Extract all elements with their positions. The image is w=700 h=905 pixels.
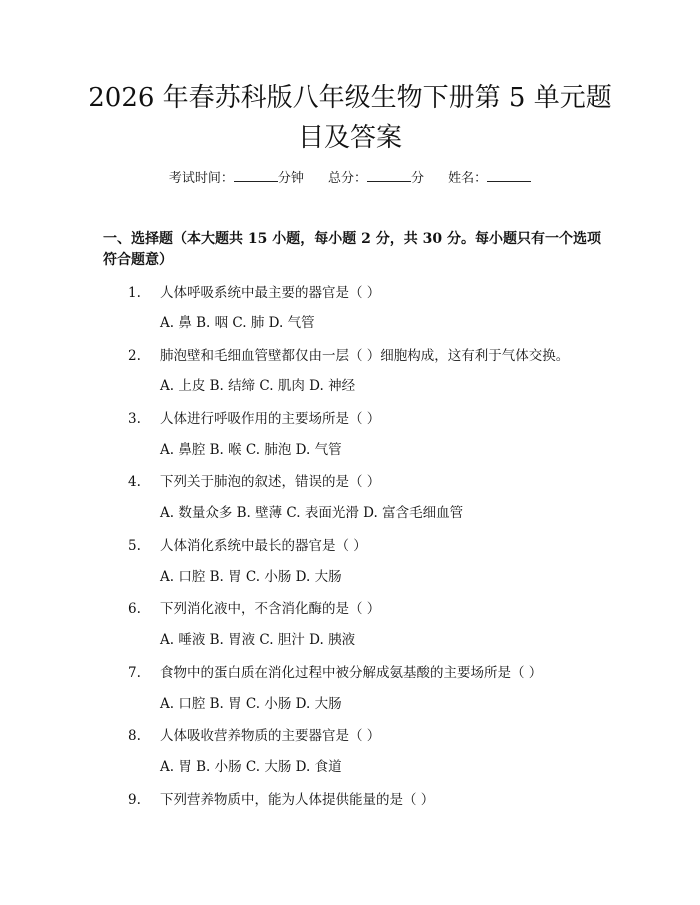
question-1 [128, 284, 608, 302]
question-3-options: A. 鼻腔 B. 喉 C. 肺泡 D. 气管 [160, 442, 342, 458]
exam-score [328, 169, 424, 188]
score-unit: 分 [411, 171, 425, 186]
question-text: 下列消化液中，不含消化酶的是（ ） [160, 601, 381, 617]
document-title [70, 78, 630, 158]
question-1-options: A. 鼻 B. 咽 C. 肺 D. 气管 [160, 315, 315, 331]
question-text: 人体吸收营养物质的主要器官是（ ） [160, 728, 381, 744]
exam-name [448, 169, 531, 188]
score-label: 总分： [327, 171, 367, 186]
question-number: 2. [128, 348, 141, 364]
name-blank[interactable] [487, 169, 531, 182]
title-line-1: 2026 年春苏科版八年级生物下册第 5 单元题 [88, 83, 612, 113]
time-blank[interactable] [234, 169, 278, 182]
time-label: 考试时间： [168, 171, 234, 186]
section-heading: 一、选择题（本大题共 15 小题，每小题 2 分，共 30 分。每小题只有一个选项符合题意） [103, 231, 601, 268]
question-text: 下列营养物质中，能为人体提供能量的是（ ） [160, 792, 435, 808]
exam-time [169, 169, 304, 188]
question-number: 7. [128, 665, 141, 681]
question-9 [128, 791, 608, 809]
score-blank[interactable] [367, 169, 411, 182]
exam-meta [0, 169, 700, 188]
question-number: 5. [128, 538, 141, 554]
question-text: 下列关于肺泡的叙述，错误的是（ ） [160, 474, 381, 490]
question-7 [128, 664, 608, 682]
question-text: 肺泡壁和毛细血管壁都仅由一层（ ）细胞构成，这有利于气体交换。 [160, 348, 570, 364]
question-number: 1. [128, 285, 141, 301]
time-unit: 分钟 [277, 171, 304, 186]
question-2-options: A. 上皮 B. 结缔 C. 肌肉 D. 神经 [160, 378, 356, 394]
question-text: 人体消化系统中最长的器官是（ ） [160, 538, 367, 554]
question-7-options: A. 口腔 B. 胃 C. 小肠 D. 大肠 [160, 696, 342, 712]
question-number: 6. [128, 601, 141, 617]
question-number: 8. [128, 728, 141, 744]
question-2 [128, 347, 608, 365]
question-8-options: A. 胃 B. 小肠 C. 大肠 D. 食道 [160, 759, 342, 775]
question-4 [128, 473, 608, 491]
question-number: 4. [128, 474, 141, 490]
question-text: 人体呼吸系统中最主要的器官是（ ） [160, 285, 381, 301]
question-text: 食物中的蛋白质在消化过程中被分解成氨基酸的主要场所是（ ） [160, 665, 543, 681]
question-6-options: A. 唾液 B. 胃液 C. 胆汁 D. 胰液 [160, 632, 356, 648]
question-5-options: A. 口腔 B. 胃 C. 小肠 D. 大肠 [160, 569, 342, 585]
question-4-options: A. 数量众多 B. 壁薄 C. 表面光滑 D. 富含毛细血管 [160, 505, 464, 521]
question-5 [128, 537, 608, 555]
title-line-2: 目及答案 [297, 123, 402, 153]
name-label: 姓名： [448, 171, 488, 186]
question-text: 人体进行呼吸作用的主要场所是（ ） [160, 411, 381, 427]
question-number: 3. [128, 411, 141, 427]
question-number: 9. [128, 792, 141, 808]
question-3 [128, 410, 608, 428]
question-8 [128, 727, 608, 745]
question-6 [128, 600, 608, 618]
